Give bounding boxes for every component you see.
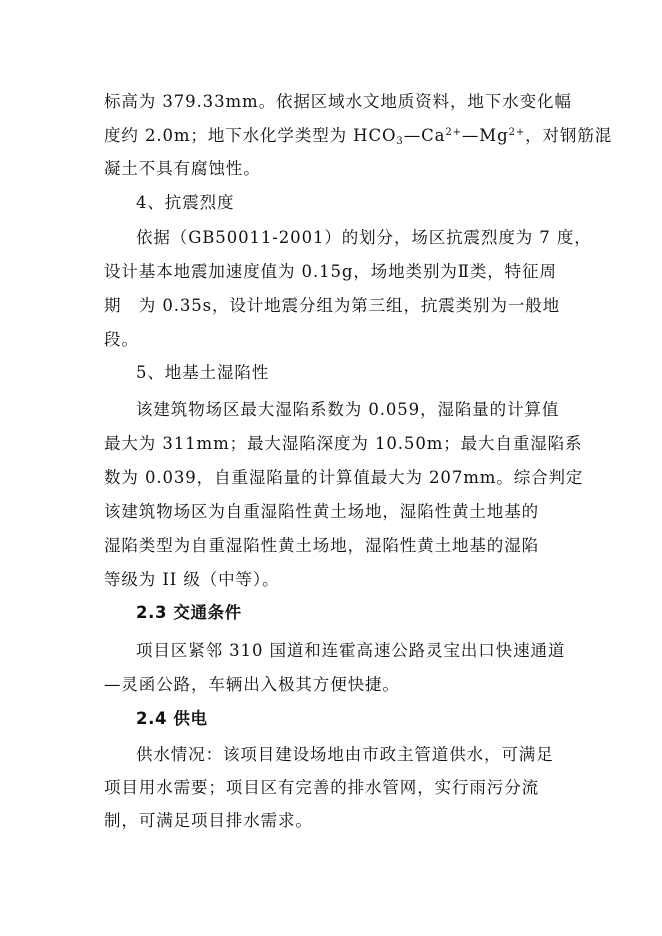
paragraph-line: 设计基本地震加速度值为 0.15g，场地类别为Ⅱ类，特征周: [104, 262, 557, 281]
section-heading-traffic: 2.3 交通条件: [136, 603, 242, 622]
paragraph-line: 最大为 311mm；最大湿陷深度为 10.50m；最大自重湿陷系: [104, 434, 583, 453]
chem-text-post: ，对钢筋混: [525, 126, 613, 145]
paragraph-line: 项目用水需要；项目区有完善的排水管网，实行雨污分流: [104, 778, 539, 797]
paragraph-line: 制，可满足项目排水需求。: [104, 811, 313, 830]
paragraph-line: 期 为 0.35s，设计地震分组为第三组，抗震类别为一般地: [104, 296, 561, 315]
chem-text-pre: 度约 2.0m；地下水化学类型为 HCO: [104, 126, 397, 145]
section-heading-seismic: 4、抗震烈度: [136, 193, 235, 212]
paragraph-line-chemistry: [104, 126, 612, 146]
paragraph-line: 凝土不具有腐蚀性。: [104, 159, 261, 178]
paragraph-line: 项目区紧邻 310 国道和连霍高速公路灵宝出口快速通道: [136, 641, 566, 660]
paragraph-line: 该建筑物场区最大湿陷系数为 0.059，湿陷量的计算值: [136, 400, 560, 419]
paragraph-line: 依据（GB50011-2001）的划分，场区抗震烈度为 7 度，: [136, 228, 592, 247]
chem-superscript-ca: 2+: [445, 127, 462, 138]
paragraph-line: 等级为 II 级（中等）。: [104, 570, 280, 589]
paragraph-line: 段。: [104, 330, 139, 349]
section-heading-collapsible: 5、地基土湿陷性: [136, 363, 270, 382]
paragraph-line: 供水情况：该项目建设场地由市政主管道供水，可满足: [136, 745, 554, 764]
chem-subscript: 3: [396, 136, 404, 147]
paragraph-line: —灵函公路，车辆出入极其方便快捷。: [104, 675, 400, 694]
chem-superscript-mg: 2+: [508, 127, 526, 138]
paragraph-line: 标高为 379.33mm。依据区域水文地质资料，地下水变化幅: [104, 92, 572, 111]
paragraph-line: 数为 0.039，自重湿陷量的计算值最大为 207mm。综合判定: [104, 468, 584, 487]
chem-text-mid: —Ca: [403, 126, 446, 145]
paragraph-line: 该建筑物场区为自重湿陷性黄土场地，湿陷性黄土地基的: [104, 502, 539, 521]
paragraph-line: 湿陷类型为自重湿陷性黄土场地，湿陷性黄土地基的湿陷: [104, 536, 539, 555]
section-heading-power: 2.4 供电: [136, 709, 208, 728]
chem-text-mid2: —Mg: [461, 126, 509, 145]
